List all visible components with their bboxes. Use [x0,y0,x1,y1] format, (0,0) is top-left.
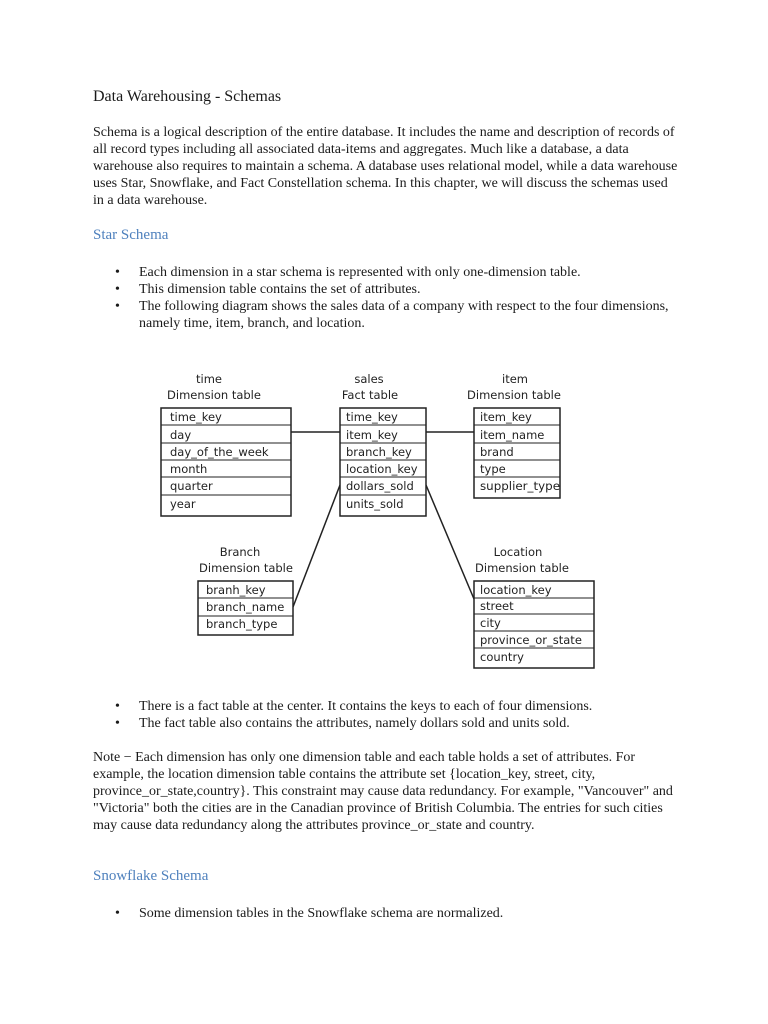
sales-table-name: sales [354,372,384,386]
branch-table-subtitle: Dimension table [199,561,293,575]
item-table-subtitle: Dimension table [467,388,561,402]
table-field: item_key [346,428,398,442]
table-field: branch_key [346,445,412,459]
table-field: brand [480,445,514,459]
time-table-subtitle: Dimension table [167,388,261,402]
list-item: • There is a fact table at the center. It contains the keys to each of four dimensions. [93,698,678,715]
table-field: city [480,616,501,630]
table-field: supplier_type [480,479,560,493]
star-schema-diagram [150,365,610,675]
table-field: country [480,650,524,664]
table-field: province_or_state [480,633,582,647]
sales-location-connector [426,485,474,599]
table-field: branch_name [206,600,285,614]
time-dimension-table [161,372,291,516]
table-field: street [480,599,514,613]
table-field: branch_type [206,617,278,631]
sales-table-subtitle: Fact table [341,388,399,402]
item-table-name: item [502,372,528,386]
table-field: branh_key [206,583,266,597]
intro-paragraph: Schema is a logical description of the entire database. It includes the name and description of records of all record types including all associated data-items and aggregates. Much like a database, a data warehouse also requires to maintain a schema. A database uses relational model, while a data warehouse uses Star, Snowflake, and Fact Constellation schema. In this chapter, we will discuss the schemas used in a data warehouse. [93,125,678,208]
table-field: quarter [170,479,213,493]
location-dimension-table [474,545,594,668]
table-field: year [170,497,196,511]
list-item: • The following diagram shows the sales data of a company with respect to the four dimensions, namely time, item, branch, and location. [93,298,678,332]
table-field: time_key [170,410,222,424]
list-item: • The fact table also contains the attributes, namely dollars sold and units sold. [93,715,678,732]
table-field: time_key [346,410,398,424]
snowflake-bullet-list [93,905,678,922]
list-item: • Each dimension in a star schema is represented with only one-dimension table. [93,264,678,281]
sales-fact-table [340,372,426,516]
table-field: location_key [346,462,418,476]
item-dimension-table [467,372,561,498]
table-field: dollars_sold [346,479,414,493]
time-table-name: time [196,372,222,386]
table-field: day_of_the_week [170,445,269,459]
star-bullet-list [93,264,678,332]
location-table-name: Location [493,545,543,559]
table-field: type [480,462,506,476]
table-field: item_key [480,410,532,424]
table-field: location_key [480,583,552,597]
sales-branch-connector [293,485,340,607]
table-field: item_name [480,428,545,442]
note-paragraph: Note − Each dimension has only one dimension table and each table holds a set of attributes. For example, the location dimension table contains the attribute set {location_key, street, city, province_or_state,country}. This constraint may cause data redundancy. For example, "Vancouver" and "Victoria" both the cities are in the Canadian province of British Columbia. The entries for such cities may cause data redundancy along the attributes province_or_state and country. [93,750,673,833]
fact-bullet-list [93,698,678,732]
snowflake-schema-heading: Snowflake Schema [93,868,209,884]
branch-dimension-table [198,545,293,635]
list-item: • Some dimension tables in the Snowflake schema are normalized. [93,905,678,922]
table-field: day [170,428,192,442]
star-schema-heading: Star Schema [93,227,169,243]
branch-table-name: Branch [219,545,261,559]
page-title: Data Warehousing - Schemas [93,88,282,105]
list-item: • This dimension table contains the set of attributes. [93,281,678,298]
table-field: units_sold [346,497,404,511]
location-table-subtitle: Dimension table [475,561,569,575]
table-field: month [170,462,208,476]
